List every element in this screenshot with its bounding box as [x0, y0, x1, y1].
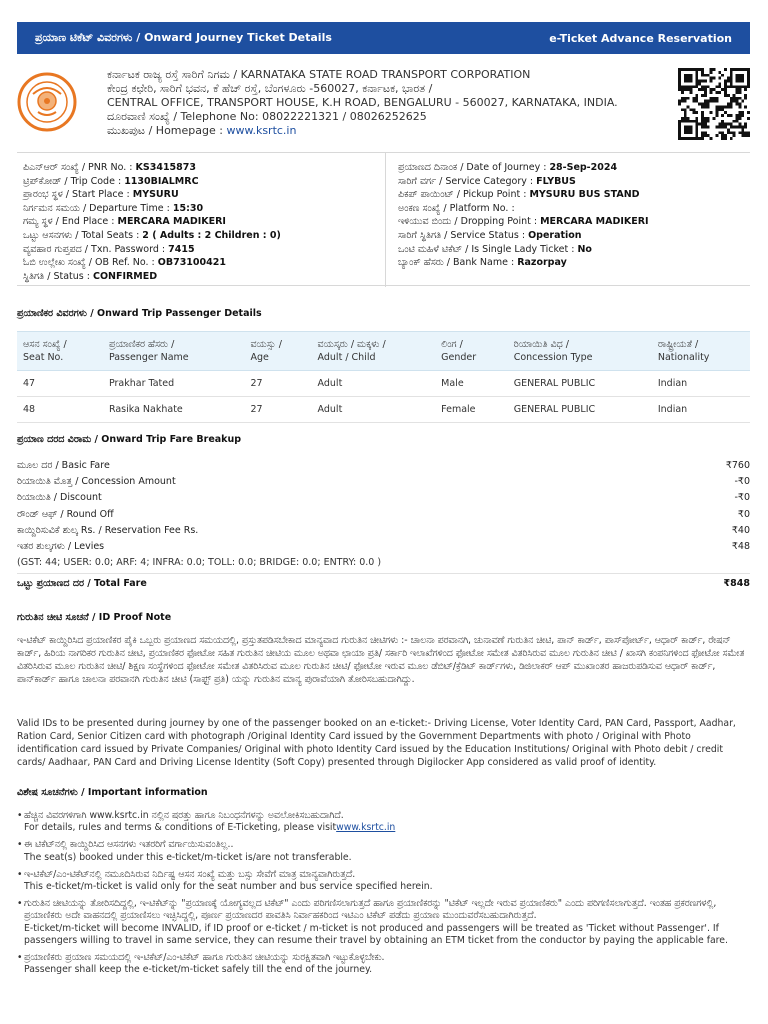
- ksrtc-logo-icon: [17, 72, 77, 132]
- info-line: [398, 229, 649, 243]
- column-header: [312, 332, 436, 371]
- item-kannada: ಹೆಚ್ಚಿನ ವಿವರಗಳಿಗಾಗಿ www.ksrtc.in ನಲ್ಲಿನ ಷರತ್ತು ಹಾಗೂ ನಿಬಂಧನೆಗಳನ್ನು ಅವಲೋಕಿಸಬಹುದಾಗಿದೆ.: [24, 810, 344, 821]
- id-proof-title: ಗುರುತಿನ ಚೀಟಿ ಸೂಚನೆ / ID Proof Note: [17, 612, 172, 623]
- column-header-kn: ರಿಯಾಯಿತಿ ವಿಧ /: [513, 339, 569, 350]
- info-value: MERCARA MADIKERI: [117, 216, 226, 228]
- bullet-icon: •: [17, 839, 23, 851]
- ticket-info-left: [23, 161, 281, 283]
- fare-row: [17, 539, 750, 555]
- list-item: [17, 839, 750, 863]
- column-header-kn: ಆಸನ ಸಂಖ್ಯೆ /: [23, 339, 67, 350]
- fare-label: ರೌಂಡ್ ಆಫ್ / Round Off: [17, 508, 114, 520]
- info-line: [23, 215, 281, 229]
- info-value: Razorpay: [517, 257, 567, 269]
- fare-value: ₹40: [731, 524, 750, 536]
- item-link[interactable]: www.ksrtc.in: [336, 822, 396, 834]
- bullet-icon: •: [17, 810, 23, 821]
- info-value: Operation: [528, 229, 582, 241]
- column-header-kn: ಲಿಂಗ /: [441, 339, 463, 350]
- info-value: 28-Sep-2024: [549, 162, 618, 173]
- fare-row: [17, 523, 750, 539]
- column-header-en: Passenger Name: [108, 352, 189, 363]
- levies-detail: (GST: 44; USER: 0.0; ARF: 4; INFRA: 0.0; TOLL: 0.0; BRIDGE: 0.0; ENTRY: 0.0 ): [17, 557, 382, 569]
- total-fare-value: ₹848: [723, 578, 750, 590]
- fare-value: -₹0: [734, 476, 750, 488]
- fare-value: ₹0: [737, 508, 750, 520]
- info-label: ಸಾರಿಗೆ ವರ್ಗ / Service Category :: [398, 175, 537, 187]
- item-english: [24, 923, 750, 947]
- info-label: ಪ್ರಯಾಣದ ದಿನಾಂಕ / Date of Journey :: [398, 162, 550, 173]
- address-english: CENTRAL OFFICE, TRANSPORT HOUSE, K.H ROAD, BENGALURU - 560027, KARNATAKA, INDIA.: [107, 96, 618, 109]
- important-title: ವಿಶೇಷ ಸೂಚನೆಗಳು / Important information: [17, 787, 208, 798]
- info-label: ಬ್ಯಾಂಕ್ ಹೆಸರು / Bank Name :: [398, 257, 518, 269]
- info-label: ಸ್ಥಿತಿಗತಿ / Status :: [23, 270, 93, 282]
- fare-label: ರಿಯಾಯಿತಿ ಮೊತ್ತ / Concession Amount: [17, 476, 176, 488]
- passenger-table-header: [17, 332, 750, 371]
- table-row: [17, 371, 750, 397]
- info-line: [398, 188, 649, 202]
- column-header-en: Age: [250, 352, 269, 363]
- list-item: [17, 810, 750, 834]
- list-item: [17, 898, 750, 947]
- table-cell: 48: [17, 397, 103, 423]
- info-value: 7415: [168, 243, 195, 255]
- address-kannada: ಕೇಂದ್ರ ಕಛೇರಿ, ಸಾರಿಗೆ ಭವನ, ಕೆ ಹೆಚ್ ರಸ್ತೆ, ಬೆಂಗಳೂರು -560027, ಕರ್ನಾಟಕ, ಭಾರತ /: [107, 82, 433, 95]
- qr-code-icon: [678, 68, 750, 140]
- ticket-title: ಪ್ರಯಾಣ ಟಿಕೆಟ್ ವಿವರಗಳು / Onward Journey Ticket Details: [35, 31, 332, 44]
- fare-label: ರಿಯಾಯಿತಿ / Discount: [17, 492, 102, 504]
- fare-value: -₹0: [734, 492, 750, 504]
- item-english-text: Passenger shall keep the e-ticket/m-ticket safely till the end of the journey.: [24, 964, 373, 976]
- column-header: [652, 332, 750, 371]
- fare-label: ಇತರ ಶುಲ್ಕಗಳು / Levies: [17, 540, 105, 552]
- corporation-name: ಕರ್ನಾಟಕ ರಾಜ್ಯ ರಸ್ತೆ ಸಾರಿಗೆ ನಿಗಮ / KARNATAKA STATE ROAD TRANSPORT CORPORATION: [107, 68, 531, 81]
- ticket-info: [17, 152, 750, 286]
- info-label: ವ್ಯವಹಾರ ಗುಪ್ತಪದ / Txn. Password :: [23, 243, 169, 255]
- item-kannada: ಈ ಟಿಕೆಟ್‌ನಲ್ಲಿ ಕಾಯ್ದಿರಿಸಿದ ಆಸನಗಳು ಇತರರಿಗೆ ವರ್ಗಾಯಿಸುವಂತಿಲ್ಲ..: [24, 839, 234, 851]
- info-label: ಒಟ್ಟು ಆಸನಗಳು / Total Seats :: [23, 229, 143, 241]
- info-value: No: [577, 243, 592, 255]
- column-header-en: Gender: [441, 352, 477, 363]
- table-cell: Indian: [652, 397, 750, 423]
- info-label: ಒಂಟಿ ಮಹಿಳೆ ಟಿಕೆಟ್ / Is Single Lady Ticket :: [398, 243, 578, 255]
- info-line: [23, 270, 281, 284]
- column-header: [244, 332, 311, 371]
- info-value: 15:30: [172, 202, 204, 214]
- table-cell: Male: [435, 371, 508, 397]
- table-cell: 27: [244, 397, 311, 423]
- info-value: FLYBUS: [536, 175, 576, 187]
- item-kannada: ಇ-ಟಿಕೆಟ್/ಎಂ-ಟಿಕೆಟ್‌ನಲ್ಲಿ ನಮೂದಿಸಿರುವ ನಿರ್ದಿಷ್ಟ ಆಸನ ಸಂಖ್ಯೆ ಮತ್ತು ಬಸ್ಸು ಸೇವೆಗೆ ಮಾತ್ರ ಮಾನ್ಯವಾಗಿರುತ್ತದೆ.: [24, 868, 356, 880]
- table-cell: Female: [435, 397, 508, 423]
- info-line: [398, 215, 649, 229]
- passenger-table: [17, 331, 750, 423]
- id-proof-kannada: ಇ-ಟಿಕೆಟ್ ಕಾಯ್ದಿರಿಸಿದ ಪ್ರಯಾಣಿಕರ ಪೈಕಿ ಒಬ್ಬರು ಪ್ರಯಾಣದ ಸಮಯದಲ್ಲಿ, ಪ್ರಸ್ತುತಪಡಿಸಬೇಕಾದ ಮಾನ್ಯವಾದ ಗುರುತಿನ ಚೀಟಿಗಳು :- ಚಾಲನಾ ಪರವಾನಗಿ, ಚುನಾವಣೆ ಗುರುತಿನ ಚೀಟಿ, ಪಾನ್ ಕಾರ್ಡ್, ಪಾಸ್‌ಪೋರ್ಟ್, ಆಧಾರ್ ಕಾರ್ಡ್, ರೇಷನ್ ಕಾರ್ಡ್, ಹಿರಿಯ ನಾಗರಿಕರ ಗುರುತಿನ ಚೀಟಿ, ಪ್ರಯಾಣಿಕರ ಫೋಟೋ ಸಹಿತ ಗುರುತಿನ ಚೀಟಿಯ ಮೂಲ ಅಥವಾ ಛಾಯಾ ಪ್ರತಿ/ ಸರ್ಕಾರಿ ಇಲಾಖೆಗಳಿಂದ ಫೋಟೋ ಸಮೇತ ವಿತರಿಸಿರುವ ಮೂಲ ಗುರುತಿನ ಚೀಟಿ / ಖಾಸಗಿ ಕಂಪನಿಗಳಿಂದ ಫೋಟೋ ಸಮೇತ ವಿತರಿಸಿರುವ ಮೂಲ ಗುರುತಿನ ಚೀಟಿ/ ಶಿಕ್ಷಣ ಸಂಸ್ಥೆಗಳಿಂದ ಫೋಟೋ ಸಮೇತ ವಿತರಿಸಿರುವ ಮೂಲ ಗುರುತಿನ ಚೀಟಿ/ ಫೋಟೋ ಇರುವ ಮೂಲ ಡೆಬಿಟ್/ಕ್ರೆಡಿಟ್ ಕಾರ್ಡ್‌ಗಳು, ಡಿಜಿಲಾಕರ್ ಆಪ್ ಮುಖಾಂತರ ಹಾಜರುಪಡಿಸುವ ಆಧಾರ್ ಕಾರ್ಡ್, ಪಾನ್‌ಕಾರ್ಡ್ ಹಾಗೂ ಚಾಲನಾ ಪರವಾನಗಿ ಗುರುತಿನ ಚೀಟಿ (ಸಾಫ್ಟ್ ಪ್ರತಿ) ಯನ್ನು ಗುರುತಿನ ಮಾನ್ಯ ಪುರಾವೆಯಾಗಿ ತೋರಿಸಬಹುದಾಗಿದ್ದು.: [17, 635, 745, 685]
- table-cell: GENERAL PUBLIC: [508, 371, 652, 397]
- info-line: [398, 243, 649, 257]
- ticket-info-right: [398, 161, 649, 270]
- column-header-en: Seat No.: [23, 352, 64, 363]
- fare-value: ₹48: [731, 540, 750, 552]
- fare-value: ₹760: [725, 460, 750, 471]
- list-item: [17, 952, 750, 976]
- table-cell: Rasika Nakhate: [103, 397, 245, 423]
- column-header-kn: ವಯಸ್ಕರು / ಮಕ್ಕಳು /: [317, 339, 386, 350]
- item-english: [24, 852, 750, 864]
- info-value: KS3415873: [135, 162, 196, 173]
- fare-row: [17, 474, 750, 490]
- corporation-details: [107, 68, 618, 138]
- column-header-en: Adult / Child: [317, 352, 376, 363]
- info-line: [23, 202, 281, 216]
- info-label: ಅಂಕಣ ಸಂಖ್ಯೆ / Platform No. :: [398, 202, 515, 214]
- info-value: CONFIRMED: [92, 270, 158, 282]
- item-english-text: The seat(s) booked under this e-ticket/m-ticket is/are not transferable.: [24, 851, 352, 863]
- homepage-label: ಮುಖಪುಟ / Homepage :: [107, 124, 227, 137]
- homepage-link[interactable]: www.ksrtc.in: [226, 124, 297, 137]
- info-line: [23, 188, 281, 202]
- list-item: [17, 869, 750, 893]
- fare-row: [17, 507, 750, 523]
- info-divider: [385, 153, 386, 287]
- item-english-text: This e-ticket/m-ticket is valid only for the seat number and bus service specified herein.: [24, 881, 433, 893]
- info-label: ಗಮ್ಯ ಸ್ಥಳ / End Place :: [23, 216, 118, 228]
- total-fare-label: ಒಟ್ಟು ಪ್ರಯಾಣದ ದರ / Total Fare: [17, 578, 147, 590]
- column-header-en: Nationality: [657, 352, 710, 363]
- column-header: [435, 332, 508, 371]
- column-header-kn: ರಾಷ್ಟ್ರೀಯತೆ /: [657, 339, 699, 350]
- info-value: 2 ( Adults : 2 Children : 0): [142, 229, 281, 241]
- bullet-icon: •: [17, 868, 23, 880]
- info-line: [23, 229, 281, 243]
- column-header: [17, 332, 103, 371]
- info-label: ಪಿಕಪ್ ಪಾಯಿಂಟ್ / Pickup Point :: [398, 189, 530, 201]
- table-cell: Prakhar Tated: [103, 371, 245, 397]
- table-cell: Adult: [312, 371, 436, 397]
- table-cell: Adult: [312, 397, 436, 423]
- id-proof-english: Valid IDs to be presented during journey by one of the passenger booked on an e-ticket:- Driving License, Voter Identity Card, PAN Card, Passport, Aadhar, Ration Card, Senior Citizen card with photograph /Original Identity Card issued by the Government Departments with photo / Original with Photo identification card issued by Private Companies/ Original with photo Identity Card issued by the Education Institutions/ Original with Photo debit / credit cards/ Aadhaar, PAN Card and Driving License Identity (Soft Copy) presented through Digilocker App considered as valid proof of identity.: [17, 718, 736, 768]
- info-label: ಇಳಿಯುವ ಬಿಂದು / Dropping Point :: [398, 216, 541, 228]
- info-value: MYSURU: [132, 189, 179, 201]
- reservation-type: e-Ticket Advance Reservation: [549, 31, 732, 45]
- column-header-kn: ವಯಸ್ಸು /: [250, 339, 282, 350]
- info-value: MERCARA MADIKERI: [540, 216, 649, 228]
- info-label: ಓಬಿ ಉಲ್ಲೇಖ ಸಂಖ್ಯೆ / OB Ref. No. :: [23, 257, 158, 269]
- info-line: [23, 256, 281, 270]
- fare-section-title: ಪ್ರಯಾಣ ದರದ ವಿರಾಮ / Onward Trip Fare Breakup: [17, 434, 242, 445]
- info-value: OB73100421: [157, 257, 226, 269]
- item-english-text: E-ticket/m-ticket will become INVALID, if ID proof or e-ticket / m-ticket is not produced and passengers will be treated as 'Ticket without Passenger'. If passengers willing to travel in same service, they can resume their travel by obtaining an ETM ticket from the conductor by paying the applicable fare.: [24, 922, 728, 946]
- column-header-kn: ಪ್ರಯಾಣಿಕರ ಹೆಸರು /: [108, 339, 175, 350]
- telephone: ದೂರವಾಣಿ ಸಂಖ್ಯೆ / Telephone No: 08022221321 / 08026252625: [107, 110, 427, 123]
- fare-row: [17, 490, 750, 506]
- fare-label: ಮೂಲ ದರ / Basic Fare: [17, 460, 110, 471]
- info-label: ನಿರ್ಗಮನ ಸಮಯ / Departure Time :: [23, 202, 173, 214]
- info-line: [398, 175, 649, 189]
- passenger-section-title: ಪ್ರಯಾಣಿಕರ ವಿವರಗಳು / Onward Trip Passenger Details: [17, 308, 262, 319]
- bullet-icon: •: [17, 952, 23, 964]
- info-line: [23, 175, 281, 189]
- column-header-en: Concession Type: [513, 352, 593, 363]
- info-line: [398, 202, 649, 216]
- item-english: [24, 881, 750, 893]
- info-label: ಪಿಎನ್ಆರ್ ಸಂಖ್ಯೆ / PNR No. :: [23, 162, 136, 173]
- fare-row: [17, 458, 750, 474]
- info-label: ಟ್ರಿಪ್‌ಕೋಡ್ / Trip Code :: [23, 175, 125, 187]
- corporation-block: [17, 62, 750, 146]
- item-english: [24, 822, 750, 834]
- homepage-line: [107, 124, 618, 138]
- info-line: [398, 256, 649, 270]
- table-row: [17, 397, 750, 423]
- info-line: [23, 243, 281, 257]
- total-fare-row: [17, 573, 750, 589]
- info-line: [398, 161, 649, 175]
- fare-label: ಕಾಯ್ದಿರಿಸುವಿಕೆ ಶುಲ್ಕ Rs. / Reservation Fee Rs.: [17, 524, 199, 536]
- table-cell: 27: [244, 371, 311, 397]
- table-cell: 47: [17, 371, 103, 397]
- item-kannada: ಗುರುತಿನ ಚೀಟಿಯನ್ನು ತೋರಿಸದಿದ್ದಲ್ಲಿ, ಇ-ಟಿಕೆಟ್‌ನ್ನು "ಪ್ರಯಾಣಕ್ಕೆ ಯೋಗ್ಯವಲ್ಲದ ಟಿಕೆಟ್" ಎಂದು ಪರಿಗಣಿಸಲಾಗುತ್ತದೆ ಹಾಗೂ ಪ್ರಯಾಣಿಕರನ್ನು "ಟಿಕೆಟ್ ಇಲ್ಲದೇ ಇರುವ ಪ್ರಯಾಣಿಕರು" ಎಂದು ಪರಿಗಣಿಸಲಾಗುತ್ತದೆ. ಇಂತಹ ಪ್ರಕರಣಗಳಲ್ಲಿ, ಪ್ರಯಾಣಿಕರು ಅದೇ ವಾಹನದಲ್ಲಿ ಪ್ರಯಾಣಿಸಲು ಇಚ್ಛಿಸಿದ್ದಲ್ಲಿ, ಪೂರ್ಣ ಪ್ರಯಾಣದರ ಪಾವತಿಸಿ ನಿರ್ವಾಹಕರಿಂದ ಇಟಿಎಂ ಟಿಕೆಟ್ ಪಡೆದು ಪ್ರಯಾಣ ಮುಂದುವರೆಸಬಹುದಾಗಿರುತ್ತದೆ.: [24, 898, 717, 922]
- item-kannada: ಪ್ರಯಾಣಿಕರು ಪ್ರಯಾಣ ಸಮಯದಲ್ಲಿ ಇ-ಟಿಕೆಟ್/ಎಂ-ಟಿಕೆಟ್ ಹಾಗೂ ಗುರುತಿನ ಚೀಟಿಯನ್ನು ಸುರಕ್ಷಿತವಾಗಿ ಇಟ್ಟುಕೊಳ್ಳಬೇಕು.: [24, 952, 385, 964]
- column-header: [103, 332, 245, 371]
- info-label: ಸಾರಿಗೆ ಸ್ಥಿತಿಗತಿ / Service Status :: [398, 229, 529, 241]
- fare-breakup: [17, 458, 750, 589]
- ticket-header-bar: [17, 22, 750, 54]
- table-cell: GENERAL PUBLIC: [508, 397, 652, 423]
- column-header: [508, 332, 652, 371]
- info-line: [23, 161, 281, 175]
- table-cell: Indian: [652, 371, 750, 397]
- item-english: [24, 964, 750, 976]
- info-label: ಪ್ರಾರಂಭ ಸ್ಥಳ / Start Place :: [23, 189, 133, 201]
- bullet-icon: •: [17, 898, 23, 910]
- important-list: [17, 810, 750, 981]
- info-value: MYSURU BUS STAND: [529, 189, 640, 201]
- info-value: 1130BIALMRC: [124, 175, 199, 187]
- item-english-text: For details, rules and terms & conditions of E-Ticketing, please visit: [24, 822, 337, 834]
